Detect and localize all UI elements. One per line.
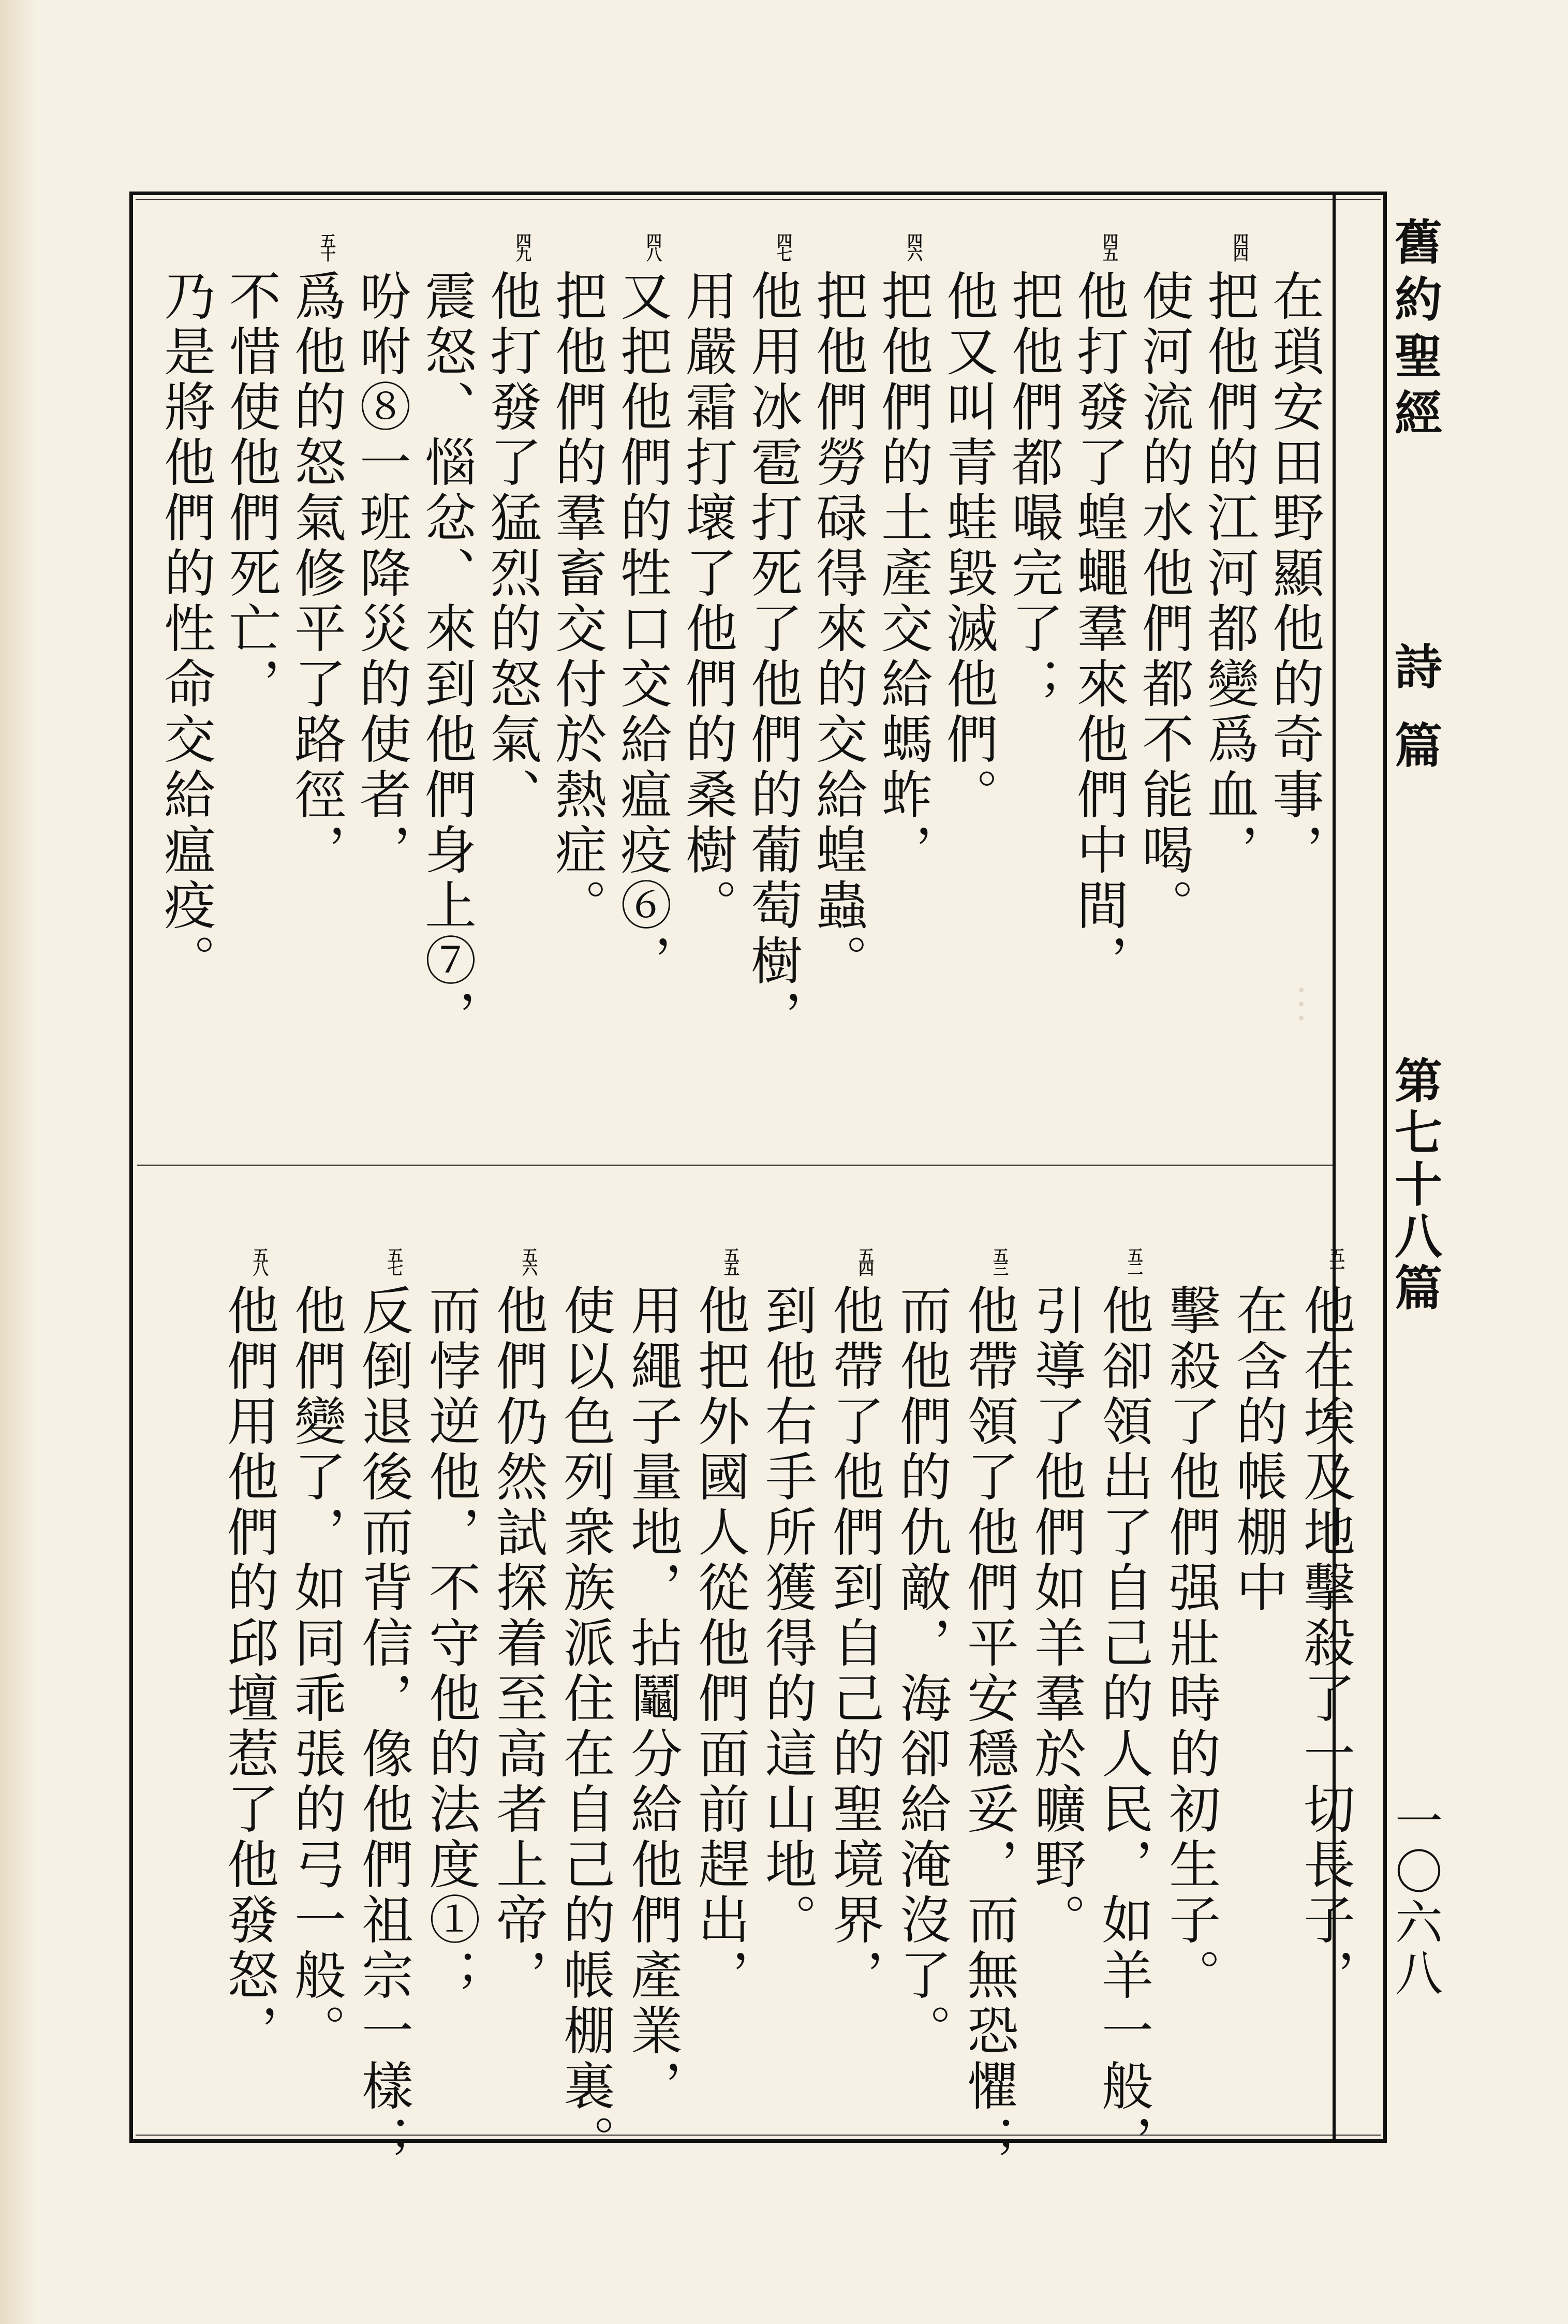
verse-column: [1067, 233, 1129, 989]
page-edge: [0, 0, 36, 2324]
lower-text-block: [150, 1247, 1355, 2170]
verse-number: 四四: [1230, 233, 1248, 260]
verse-line: 他用冰雹打死了他們的葡萄樹，: [742, 269, 803, 1045]
verse-line: 引導了他們如羊羣於曠野。: [1026, 1284, 1086, 1948]
verse-line: 把他們的江河都變爲血，: [1199, 269, 1259, 878]
verse-line: 用嚴霜打壞了他們的桑樹。: [677, 269, 737, 934]
verse-column: [871, 233, 934, 878]
book-title: 舊約聖經: [1387, 217, 1443, 445]
verse-line: 擊殺了他們强壯時的初生子。: [1160, 1284, 1221, 2004]
verse-line: 他打發了蝗蠅羣來他們中間，: [1068, 269, 1129, 989]
verse-line: 把他們的羣畜交付於熱症。: [546, 269, 607, 934]
verse-number: 四七: [774, 233, 792, 260]
verse-column: [621, 1284, 683, 2114]
verse-column: [937, 269, 999, 823]
verse-line: 反倒退後而背信，像他們祖宗一樣；: [353, 1284, 413, 2170]
verse-column: [1263, 269, 1325, 878]
running-head: [1387, 217, 1454, 2132]
verse-number: 五四: [855, 1247, 874, 1274]
verse-line: 使河流的水他們都不能喝。: [1133, 269, 1194, 934]
verse-column: [480, 233, 542, 823]
verse-column: [285, 233, 347, 878]
verse-line: 把他們都嘬完了；: [1003, 269, 1063, 712]
verse-line: 乃是將他們的性命交給瘟疫。: [155, 269, 216, 989]
verse-line: 他打發了猛烈的怒氣、: [481, 269, 542, 823]
verse-line: 他又叫青蛙毀滅他們。: [938, 269, 998, 823]
verse-line: 爲他的怒氣修平了路徑，: [286, 269, 346, 878]
verse-column: [890, 1284, 952, 2059]
verse-number: 四五: [1100, 233, 1118, 260]
verse-line: 吩咐⑧一班降災的使者，: [351, 269, 411, 878]
verse-line: 他們變了，如同乖張的弓一般。: [286, 1284, 346, 2059]
verse-line: 又把他們的牲口交給瘟疫⑥，: [612, 269, 672, 989]
verse-line: 到他右手所獲得的這山地。: [757, 1284, 817, 1948]
verse-column: [486, 1247, 549, 2004]
verse-column: [676, 269, 738, 934]
verse-line: 在瑣安田野顯他的奇事，: [1264, 269, 1324, 878]
verse-number: 五三: [990, 1247, 1008, 1274]
verse-column: [1197, 233, 1260, 878]
verse-column: [1025, 1284, 1087, 1948]
verse-column: [741, 233, 803, 1045]
verse-line: 用繩子量地，拈鬮分給他們產業，: [622, 1284, 683, 2114]
chapter-title: 第七十八篇: [1387, 1056, 1443, 1315]
verse-column: [219, 269, 282, 712]
verse-column: [285, 1284, 347, 2059]
verse-number: 四九: [513, 233, 531, 260]
verse-number: 五八: [250, 1247, 268, 1274]
verse-column: [756, 1284, 818, 1948]
verse-line: 把他們的土產交給螞蚱，: [872, 269, 933, 878]
verse-number: 四八: [643, 233, 661, 260]
verse-line: 震怒、惱忿、來到他們身上⑦，: [416, 269, 477, 1045]
verse-line: 把他們勞碌得來的交給蝗蟲。: [807, 269, 868, 989]
verse-column: [350, 269, 412, 878]
verse-number: 五十: [317, 233, 335, 260]
verse-column: [217, 1247, 279, 2059]
verse-number: 五六: [519, 1247, 537, 1274]
verse-column: [823, 1247, 885, 2004]
page-number: 一〇六八: [1387, 1796, 1443, 1999]
verse-line: 使以色列衆族派住在自己的帳棚裏。: [555, 1284, 615, 2170]
verse-line: 不惜使他們死亡，: [220, 269, 281, 712]
verse-column: [1092, 1247, 1154, 2170]
verse-column: [611, 233, 673, 989]
verse-column: [1294, 1247, 1356, 2004]
half-divider-rule: [137, 1165, 1333, 1166]
section-title: 詩篇: [1387, 642, 1443, 799]
verse-number: 五五: [721, 1247, 739, 1274]
verse-column: [688, 1247, 750, 2004]
verse-column: [1226, 1284, 1289, 1616]
verse-column: [415, 269, 477, 1045]
verse-column: [1132, 269, 1194, 934]
verse-line: 他帶了他們到自己的聖境界，: [824, 1284, 884, 2004]
verse-line: 他把外國人從他們面前趕出，: [689, 1284, 750, 2004]
verse-column: [806, 269, 868, 989]
verse-line: 他帶領了他們平安穩妥，而無恐懼；: [958, 1284, 1019, 2170]
bleed-through-mark: ︙: [1274, 983, 1322, 1030]
verse-column: [957, 1247, 1019, 2170]
verse-line: 他卻領出了自己的人民，如羊一般，: [1093, 1284, 1153, 2170]
verse-line: 而悖逆他，不守他的法度①；: [420, 1284, 481, 2004]
verse-column: [154, 269, 216, 989]
verse-number: 五一: [1326, 1247, 1344, 1274]
upper-text-block: [150, 233, 1325, 1149]
verse-line: 他們用他們的邱壇惹了他發怒，: [218, 1284, 279, 2059]
verse-number: 五二: [1125, 1247, 1143, 1274]
verse-number: 四六: [904, 233, 922, 260]
verse-line: 在含的帳棚中: [1227, 1284, 1288, 1616]
verse-line: 他們仍然試探着至高者上帝，: [487, 1284, 548, 2004]
verse-column: [554, 1284, 616, 2170]
verse-column: [419, 1284, 481, 2004]
verse-number: 五七: [384, 1247, 403, 1274]
verse-line: 他在埃及地擊殺了一切長子，: [1295, 1284, 1355, 2004]
verse-line: 而他們的仇敵，海卻給淹沒了。: [891, 1284, 952, 2059]
verse-column: [545, 269, 608, 934]
verse-column: [1159, 1284, 1221, 2004]
verse-column: [1002, 269, 1064, 712]
verse-column: [352, 1247, 414, 2170]
